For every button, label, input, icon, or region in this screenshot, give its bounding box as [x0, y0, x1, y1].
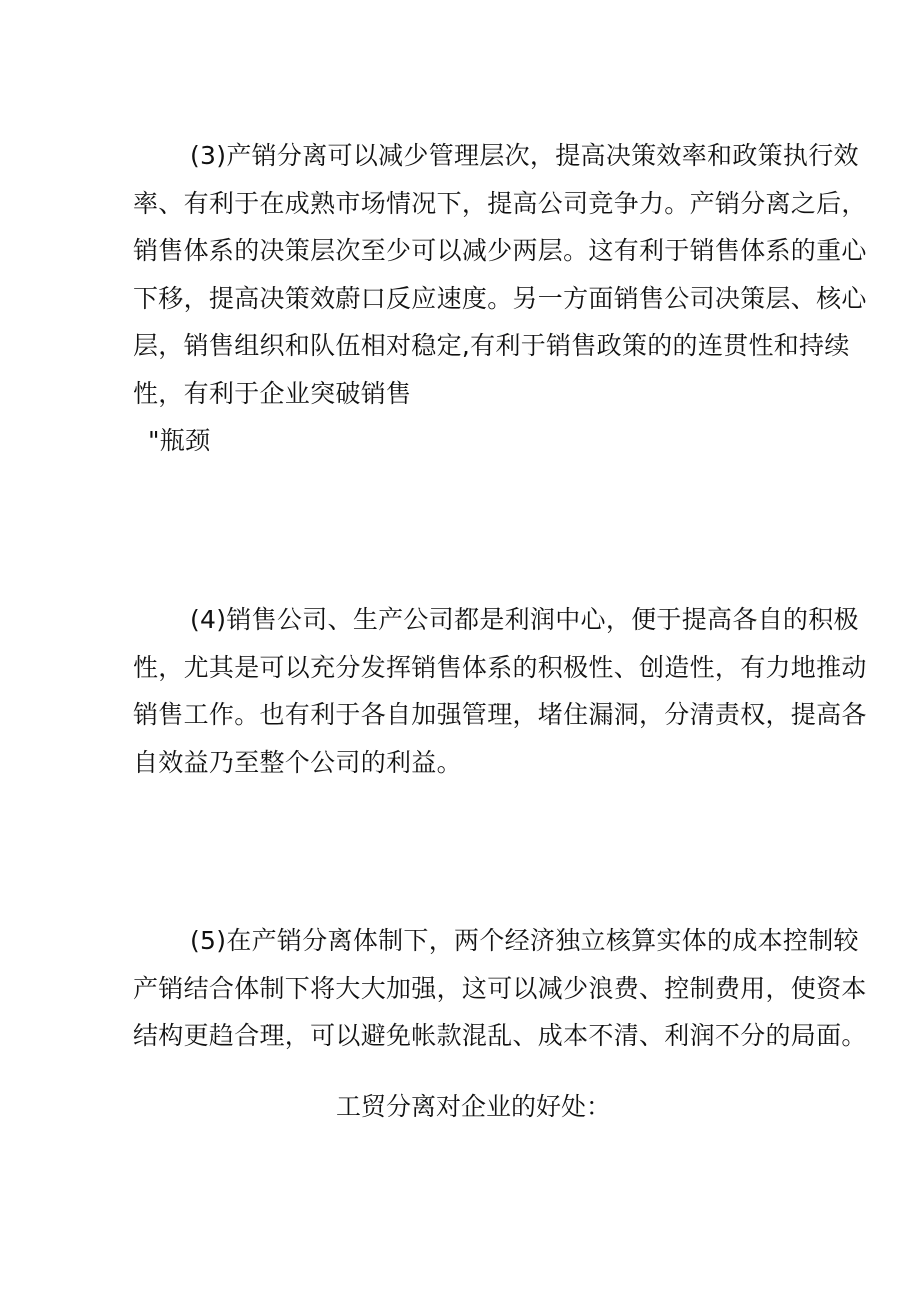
section-heading: 工贸分离对企业的好处：	[336, 1092, 612, 1121]
paragraph-line: (3)产销分离可以减少管理层次，提高决策效率和政策执行效	[190, 141, 859, 170]
paragraph-line: 产销结合体制下将大大加强，这可以减少浪费、控制费用，使资本	[133, 973, 867, 1003]
paragraph-line: 性，尤其是可以充分发挥销售体系的积极性、创造性，有力地推动	[133, 652, 867, 682]
paragraph-line: (5)在产销分离体制下，两个经济独立核算实体的成本控制较	[190, 926, 859, 955]
paragraph-line: 下移，提高决策效蔚口反应速度。另一方面销售公司决策层、核心	[133, 283, 867, 313]
paragraph-line: 销售体系的决策层次至少可以减少两层。这有利于销售体系的重心	[133, 236, 867, 265]
paragraph-4	[0, 596, 867, 786]
paragraph-line: "瓶颈	[148, 426, 211, 455]
paragraph-line: 层，销售组织和队伍相对稳定,有利于销售政策的的连贯性和持续	[133, 331, 850, 360]
paragraph-line: 结构更趋合理，可以避免帐款混乱、成本不清、利润不分的局面。	[133, 1021, 867, 1050]
paragraph-line: 性，有利于企业突破销售	[133, 378, 412, 408]
paragraph-3	[0, 132, 867, 465]
paragraph-line: 自效益乃至整个公司的利益。	[133, 747, 462, 777]
paragraph-line: 率、有利于在成熟市场情况下，提高公司竞争力。产销分离之后，	[133, 188, 867, 218]
paragraph-line: 销售工作。也有利于各自加强管理，堵住漏洞，分清责权，提高各	[133, 700, 867, 729]
paragraph-5	[0, 917, 867, 1060]
paragraph-line: (4)销售公司、生产公司都是利润中心，便于提高各自的积极	[190, 605, 859, 634]
